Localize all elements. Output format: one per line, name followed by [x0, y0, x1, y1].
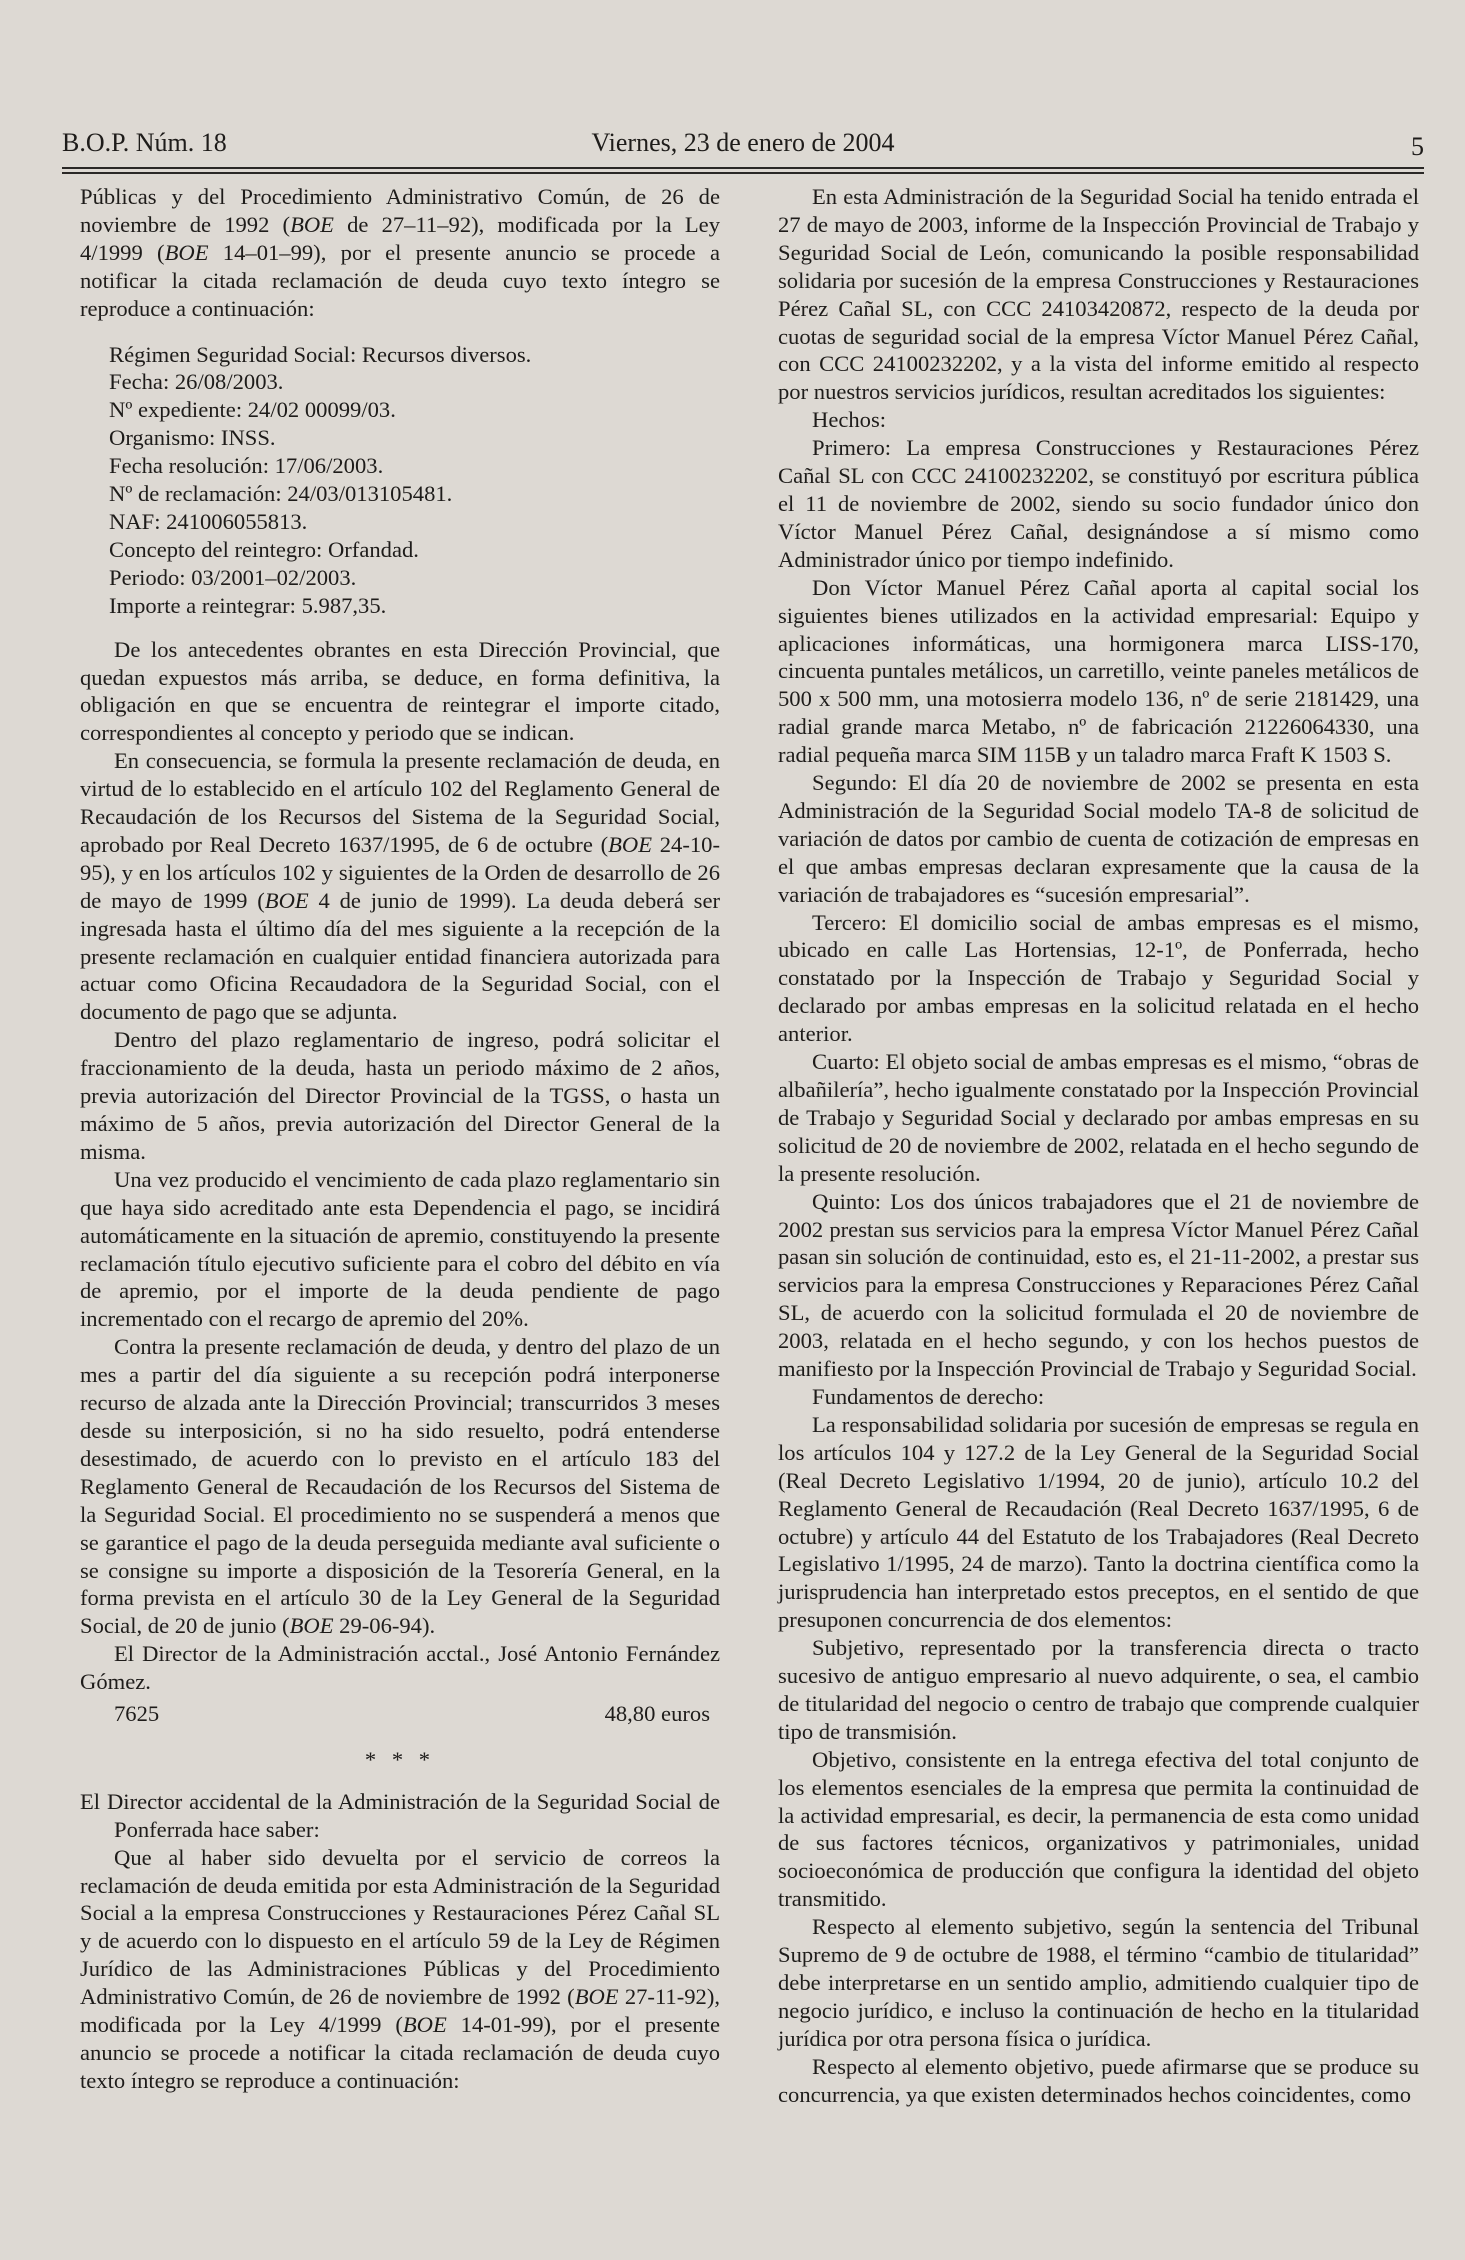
announcement-heading: El Director accidental de la Administración de la Seguridad Social de Ponferrada hace saber:: [80, 1788, 720, 1842]
list-item: Periodo: 03/2001–02/2003.: [109, 564, 357, 590]
reference-line: [80, 1700, 720, 1728]
paragraph: Subjetivo, representado por la transferencia directa o tracto sucesivo de antiguo empresario al nuevo adquirente, o sea, el cambio de titularidad del negocio o centro de trabajo que comprende cualquier tipo de transmisión.: [778, 1635, 1419, 1744]
header-rule-top: [62, 167, 1424, 169]
signature: El Director de la Administración acctal., José Antonio Fernández Gómez.: [80, 1641, 720, 1695]
list-item: Régimen Seguridad Social: Recursos diversos.: [109, 341, 532, 367]
paragraph: Objetivo, consistente en la entrega efectiva del total conjunto de los elementos esenciales de la empresa que permita la continuidad de la actividad empresarial, es decir, la permanencia de esta como unidad de sus factores técnicos, organizativos y patrimoniales, unidad socioeconómica de producción que configura la identidad del objeto transmitido.: [778, 1746, 1419, 1912]
paragraph: Don Víctor Manuel Pérez Cañal aporta al capital social los siguientes bienes utilizados en la actividad empresarial: Equipo y aplicaciones informáticas, una hormigonera marca LISS-170, cincuenta puntales metálicos, un carretillo, veinte paneles metálicos de 500 x 500 mm, una motosierra modelo 136, nº de serie 2181429, una radial grande marca Metabo, nº de fabricación 21226064330, una radial pequeña marca SIM 115B y un taladro marca Fraft K 1503 S.: [778, 574, 1419, 768]
list-item: Importe a reintegrar: 5.987,35.: [109, 592, 387, 618]
paragraph: En consecuencia, se formula la presente reclamación de deuda, en virtud de lo establecido en el artículo 102 del Reglamento General de Recaudación de los Recursos del Sistema de la Seguridad Social, aprobado por Real Decreto 1637/1995, de 6 de octubre (BOE 24-10-95), y en los artículos 102 y siguientes de la Orden de desarrollo de 26 de mayo de 1999 (BOE 4 de junio de 1999). La deuda deberá ser ingresada hasta el último día del mes siguiente a la recepción de la presente reclamación en cualquier entidad financiera autorizada para actuar como Oficina Recaudadora de la Seguridad Social, con el documento de pago que se adjunta.: [80, 748, 720, 1025]
list-item: Nº de reclamación: 24/03/013105481.: [109, 481, 453, 507]
reference-amount: 48,80 euros: [604, 1701, 710, 1727]
paragraph: Contra la presente reclamación de deuda, y dentro del plazo de un mes a partir del día siguiente a su recepción podrá interponerse recurso de alzada ante la Dirección Provincial; transcurridos 3 meses desde su interposición, si no ha sido resuelto, podrá entenderse desestimado, de acuerdo con lo previsto en el artículo 183 del Reglamento General de Recaudación de los Recursos del Sistema de la Seguridad Social. El procedimiento no se suspenderá a menos que se garantice el pago de la deuda perseguida mediante aval suficiente o se consigne su importe a disposición de la Tesorería General, en la forma prevista en el artículo 30 de la Ley General de la Seguridad Social, de 20 de junio (BOE 29-06-94).: [80, 1334, 720, 1639]
paragraph: Respecto al elemento objetivo, puede afirmarse que se produce su concurrencia, ya que existen determinados hechos coincidentes, como: [778, 2053, 1419, 2107]
reference-number: 7625: [114, 1701, 160, 1727]
list-item: Fecha resolución: 17/06/2003.: [109, 453, 384, 479]
paragraph: Cuarto: El objeto social de ambas empresas es el mismo, “obras de albañilería”, hecho igualmente constatado por la Inspección Provincial de Trabajo y Seguridad Social y declarado por ambas empresas en su solicitud de 20 de noviembre de 2002, relatada en el hecho segundo de la presente resolución.: [778, 1049, 1419, 1186]
paragraph: Dentro del plazo reglamentario de ingreso, podrá solicitar el fraccionamiento de la deuda, hasta un periodo máximo de 2 años, previa autorización del Director Provincial de la TGSS, o hasta un máximo de 5 años, previa autorización del Director General de la misma.: [80, 1027, 720, 1164]
paragraph: Segundo: El día 20 de noviembre de 2002 se presenta en esta Administración de la Seguridad Social modelo TA-8 de solicitud de variación de datos por cambio de cuenta de cotización de empresas en el que ambas empresas declaran expresamente que la causa de la variación de trabajadores es “sucesión empresarial”.: [778, 770, 1419, 907]
right-column: [778, 183, 1419, 2109]
paragraph: Públicas y del Procedimiento Administrativo Común, de 26 de noviembre de 1992 (BOE de 27–11–92), modificada por la Ley 4/1999 (BOE 14–01–99), por el presente anuncio se procede a notificar la citada reclamación de deuda cuyo texto íntegro se reproduce a continuación:: [80, 184, 720, 321]
list-item: Organismo: INSS.: [109, 425, 276, 451]
section-heading-fundamentos: Fundamentos de derecho:: [812, 1383, 1045, 1409]
list-item: Fecha: 26/08/2003.: [109, 369, 284, 395]
section-separator: * * *: [364, 1746, 436, 1772]
header-rule-bottom: [62, 172, 1424, 174]
claim-details-list: [109, 341, 720, 620]
paragraph: Que al haber sido devuelta por el servicio de correos la reclamación de deuda emitida por esta Administración de la Seguridad Social a la empresa Construcciones y Restauraciones Pérez Cañal SL y de acuerdo con lo dispuesto en el artículo 59 de la Ley de Régimen Jurídico de las Administraciones Públicas y del Procedimiento Administrativo Común, de 26 de noviembre de 1992 (BOE 27-11-92), modificada por la Ley 4/1999 (BOE 14-01-99), por el presente anuncio se procede a notificar la citada reclamación de deuda cuyo texto íntegro se reproduce a continuación:: [80, 1844, 720, 2093]
left-column: [80, 183, 720, 2095]
page-number: 5: [1411, 132, 1424, 161]
list-item: NAF: 241006055813.: [109, 508, 308, 534]
issue-date: Viernes, 23 de enero de 2004: [591, 128, 895, 157]
paragraph: Una vez producido el vencimiento de cada plazo reglamentario sin que haya sido acreditado ante esta Dependencia el pago, se incidirá automáticamente en la situación de apremio, constituyendo la presente reclamación título ejecutivo suficiente para el cobro del débito en vía de apremio, por el importe de la deuda pendiente de pago incrementado con el recargo de apremio del 20%.: [80, 1166, 720, 1332]
paragraph: La responsabilidad solidaria por sucesión de empresas se regula en los artículos 104 y 127.2 de la Ley General de la Seguridad Social (Real Decreto Legislativo 1/1994, 20 de junio), artículo 10.2 del Reglamento General de Recaudación (Real Decreto 1637/1995, 6 de octubre) y artículo 44 del Estatuto de los Trabajadores (Real Decreto Legislativo 1/1995, 24 de marzo). Tanto la doctrina científica como la jurisprudencia han interpretado estos preceptos, en el sentido de que presuponen concurrencia de dos elementos:: [778, 1411, 1419, 1633]
paragraph: Primero: La empresa Construcciones y Restauraciones Pérez Cañal SL con CCC 24100232202, se constituyó por escritura pública el 11 de noviembre de 2002, siendo su socio fundador único don Víctor Manuel Pérez Cañal, designándose a sí mismo como Administrador único por tiempo indefinido.: [778, 435, 1419, 572]
section-heading-hechos: Hechos:: [812, 407, 887, 433]
paragraph: De los antecedentes obrantes en esta Dirección Provincial, que quedan expuestos más arriba, se deduce, en forma definitiva, la obligación en que se encuentra de reintegrar el importe citado, correspondientes al concepto y periodo que se indican.: [80, 636, 720, 746]
list-item: Concepto del reintegro: Orfandad.: [109, 536, 419, 562]
paragraph: Respecto al elemento subjetivo, según la sentencia del Tribunal Supremo de 9 de octubre de 1988, el término “cambio de titularidad” debe interpretarse en un sentido amplio, admitiendo cualquier tipo de negocio jurídico, e incluso la continuación de hecho en la titularidad jurídica por otra persona física o jurídica.: [778, 1914, 1419, 2051]
bulletin-number: B.O.P. Núm. 18: [62, 128, 227, 157]
page-header: [62, 128, 1424, 168]
list-item: Nº expediente: 24/02 00099/03.: [109, 397, 396, 423]
paragraph: Quinto: Los dos únicos trabajadores que el 21 de noviembre de 2002 prestan sus servicios para la empresa Víctor Manuel Pérez Cañal pasan sin solución de continuidad, esto es, el 21-11-2002, a prestar sus servicios para la empresa Construcciones y Reparaciones Pérez Cañal SL, de acuerdo con la solicitud formulada el 20 de noviembre de 2003, relatada en el hecho segundo, y con los hechos puestos de manifiesto por la Inspección Provincial de Trabajo y Seguridad Social.: [778, 1188, 1419, 1382]
paragraph: Tercero: El domicilio social de ambas empresas es el mismo, ubicado en calle Las Hortensias, 12-1º, de Ponferrada, hecho constatado por la Inspección de Trabajo y Seguridad Social y declarado por ambas empresas en la solicitud relatada en el hecho anterior.: [778, 909, 1419, 1047]
paragraph: En esta Administración de la Seguridad Social ha tenido entrada el 27 de mayo de 2003, informe de la Inspección Provincial de Trabajo y Seguridad Social de León, comunicando la posible responsabilidad solidaria por sucesión de la empresa Construcciones y Restauraciones Pérez Cañal SL, con CCC 24103420872, respecto de la deuda por cuotas de seguridad social de la empresa Víctor Manuel Pérez Cañal, con CCC 24100232202, y a la vista del informe emitido al respecto por nuestros servicios jurídicos, resultan acreditados los siguientes:: [778, 184, 1419, 405]
